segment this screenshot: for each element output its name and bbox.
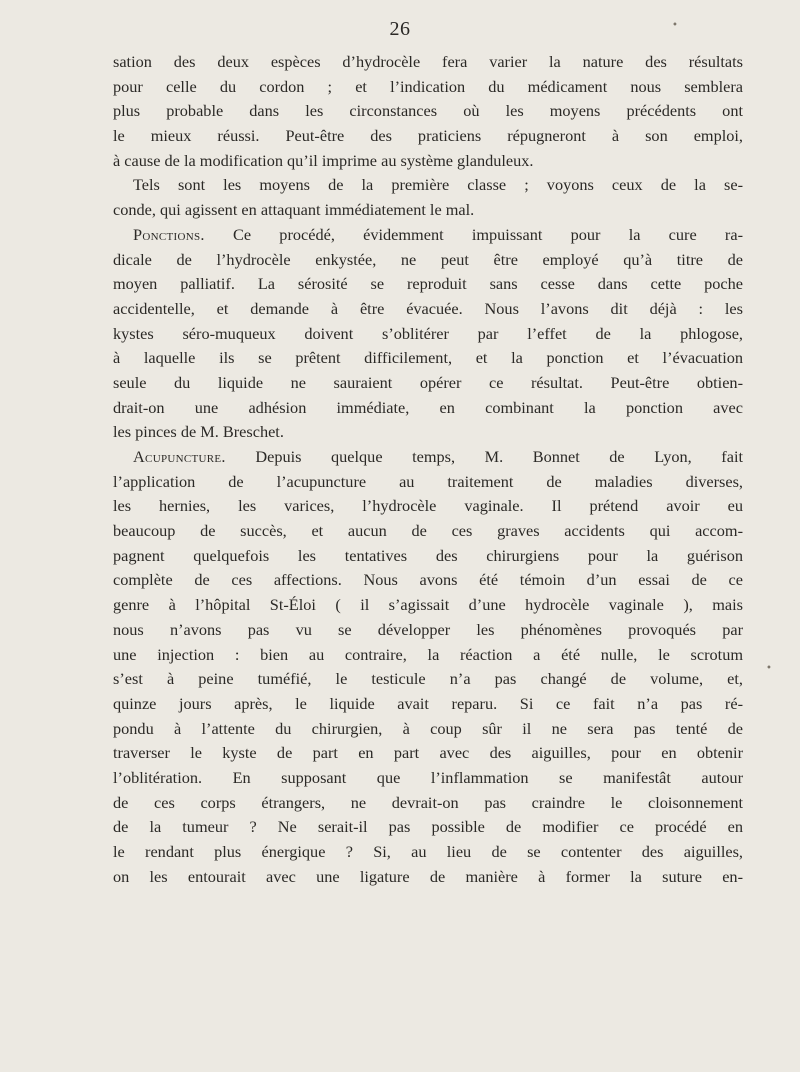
- line-text: on les entourait avec une ligature de manière à former la suture en-: [113, 866, 743, 886]
- text-line: [113, 248, 743, 273]
- line-text: les pinces de M. Breschet.: [113, 422, 284, 442]
- text-line: [113, 272, 743, 297]
- text-line: [113, 470, 743, 495]
- line-text: traverser le kyste de part en part avec des aiguilles, pour en obtenir: [113, 743, 743, 763]
- line-text: nous n’avons pas vu se développer les phénomènes provoqués par: [113, 619, 743, 639]
- body-text: [113, 50, 743, 889]
- line-text: accidentelle, et demande à être évacuée. Nous l’avons dit déjà : les: [113, 298, 743, 318]
- text-line: [113, 75, 743, 100]
- text-line: [113, 618, 743, 643]
- text-line: [113, 865, 743, 890]
- line-text: Depuis quelque temps, M. Bonnet de Lyon, fait: [225, 447, 743, 466]
- line-text: de ces corps étrangers, ne devrait-on pas craindre le cloisonnement: [113, 792, 743, 812]
- line-text: les hernies, les varices, l’hydrocèle vaginale. Il prétend avoir eu: [113, 496, 743, 516]
- line-text: genre à l’hôpital St-Éloi ( il s’agissait d’une hydrocèle vaginale ), mais: [113, 595, 743, 615]
- line-text: Tels sont les moyens de la première classe ; voyons ceux de la se-: [133, 175, 743, 195]
- text-line: [113, 420, 743, 445]
- line-text: moyen palliatif. La sérosité se reproduit sans cesse dans cette poche: [113, 274, 743, 294]
- text-line: [113, 124, 743, 149]
- text-line: [113, 741, 743, 766]
- text-line: [113, 494, 743, 519]
- line-text: à cause de la modification qu’il imprime au système glanduleux.: [113, 150, 534, 170]
- text-line: [113, 519, 743, 544]
- text-line: [113, 149, 743, 174]
- text-line: [113, 840, 743, 865]
- text-line: [113, 50, 743, 75]
- text-line: [113, 692, 743, 717]
- line-text: sation des deux espèces d’hydrocèle fera varier la nature des résultats: [113, 52, 743, 71]
- text-line: [113, 198, 743, 223]
- text-line: [113, 223, 743, 248]
- section-heading: Ponctions.: [133, 224, 205, 244]
- line-text: à laquelle ils se prêtent difficilement, et la ponction et l’évacuation: [113, 348, 743, 368]
- line-text: plus probable dans les circonstances où les moyens précédents ont: [113, 101, 743, 121]
- text-line: [113, 544, 743, 569]
- line-text: le rendant plus énergique ? Si, au lieu de se contenter des aiguilles,: [113, 842, 743, 861]
- line-text: une injection : bien au contraire, la réaction a été nulle, le scrotum: [113, 644, 743, 664]
- line-text: Ce procédé, évidemment impuissant pour la cure ra-: [204, 224, 743, 244]
- line-text: l’application de l’acupuncture au traitement de maladies diverses,: [113, 471, 743, 491]
- text-line: [113, 173, 743, 198]
- section-heading: Acupuncture.: [133, 447, 226, 466]
- text-line: [113, 766, 743, 791]
- line-text: conde, qui agissent en attaquant immédiatement le mal.: [113, 200, 475, 220]
- text-line: [113, 99, 743, 124]
- page-number: 26: [389, 18, 411, 40]
- ink-speck: •: [672, 20, 678, 31]
- line-text: complète de ces affections. Nous avons été témoin d’un essai de ce: [113, 570, 743, 590]
- line-text: le mieux réussi. Peut-être des praticiens répugneront à son emploi,: [113, 126, 743, 146]
- line-text: pour celle du cordon ; et l’indication du médicament nous semblera: [113, 76, 743, 96]
- line-text: drait-on une adhésion immédiate, en combinant la ponction avec: [113, 397, 743, 417]
- line-text: pondu à l’attente du chirurgien, à coup sûr il ne sera pas tenté de: [113, 718, 743, 738]
- line-text: quinze jours après, le liquide avait reparu. Si ce fait n’a pas ré-: [113, 693, 743, 713]
- line-text: beaucoup de succès, et aucun de ces graves accidents qui accom-: [113, 521, 743, 541]
- line-text: kystes séro-muqueux doivent s’oblitérer par l’effet de la phlogose,: [113, 323, 743, 343]
- text-line: [113, 568, 743, 593]
- text-line: [113, 445, 743, 470]
- text-line: [113, 791, 743, 816]
- text-line: [113, 371, 743, 396]
- text-line: [113, 322, 743, 347]
- line-text: pagnent quelquefois les tentatives des chirurgiens pour la guérison: [113, 545, 743, 565]
- text-line: [113, 593, 743, 618]
- line-text: de la tumeur ? Ne serait-il pas possible de modifier ce procédé en: [113, 817, 743, 837]
- text-line: [113, 297, 743, 322]
- text-line: [113, 815, 743, 840]
- text-line: [113, 346, 743, 371]
- text-line: [113, 667, 743, 692]
- line-text: dicale de l’hydrocèle enkystée, ne peut être employé qu’à titre de: [113, 249, 743, 269]
- text-line: [113, 396, 743, 421]
- line-text: l’oblitération. En supposant que l’inflammation se manifestât autour: [113, 767, 743, 787]
- line-text: s’est à peine tuméfié, le testicule n’a pas changé de volume, et,: [113, 669, 743, 689]
- ink-speck: •: [766, 663, 772, 674]
- line-text: seule du liquide ne sauraient opérer ce résultat. Peut-être obtien-: [113, 372, 743, 392]
- text-line: [113, 717, 743, 742]
- text-line: [113, 643, 743, 668]
